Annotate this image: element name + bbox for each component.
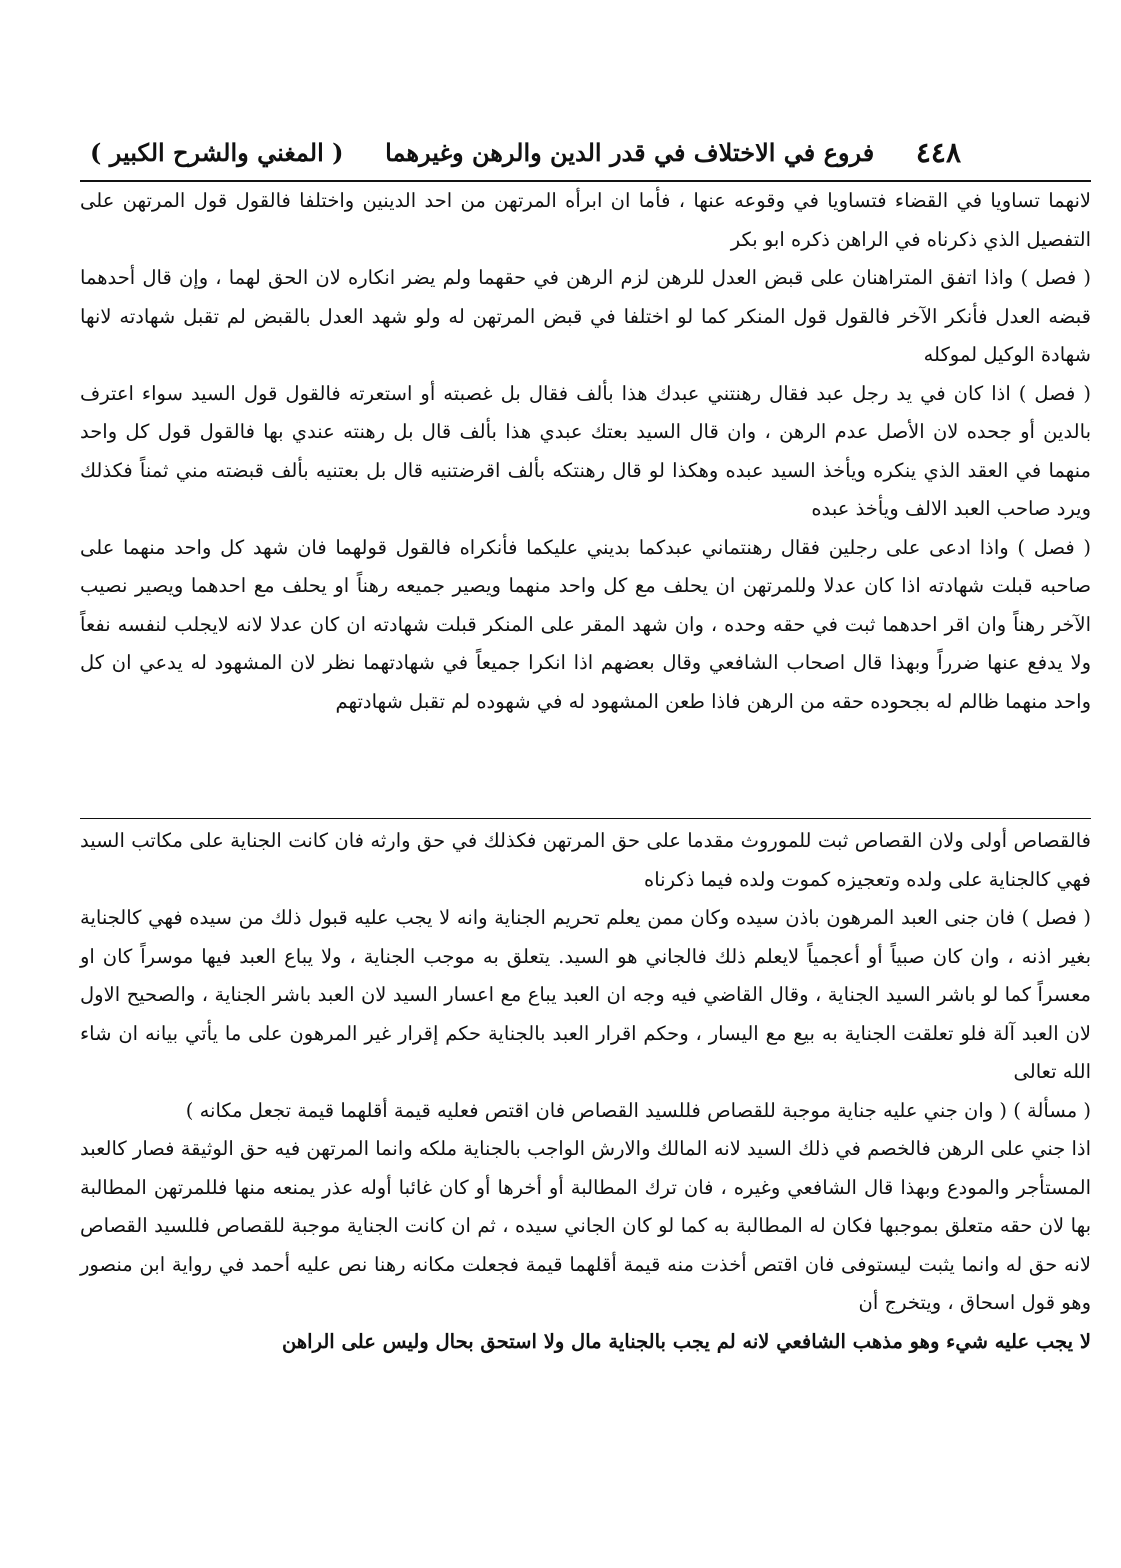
page-header — [80, 130, 1091, 174]
paragraph: لا يجب عليه شيء وهو مذهب الشافعي لانه لم يجب بالجناية مال ولا استحق بحال وليس على الراهن — [282, 1329, 1091, 1353]
upper-text-block — [80, 182, 1091, 721]
paragraph: ( فصل ) اذا كان في يد رجل عبد فقال رهنتني عبدك هذا بألف فقال بل غصبته أو استعرته فالقول قول السيد سواء اعترف بالدين أو جحده لان الأصل عدم الرهن ، وان قال السيد بعتك عبدي هذا بألف قال بل رهنته عندي بها فالقول قول كل واحد منهما في العقد الذي ينكره ويأخذ السيد عبده وهكذا لو قال رهنتكه بألف اقرضتنيه قال بل بعتنيه بألف قبضته مني ثمناً فكذلك ويرد صاحب العبد الالف ويأخذ عبده — [80, 381, 1091, 520]
paragraph: اذا جني على الرهن فالخصم في ذلك السيد لانه المالك والارش الواجب بالجناية ملكه وانما المرتهن فيه حق الوثيقة فصار كالعبد المستأجر والمودع وبهذا قال الشافعي وغيره ، فان ترك المطالبة أو أخرها أو كان غائبا أوله عذر يمنعه منها فللمرتهن المطالبة بها لان حقه متعلق بموجبها فكان له المطالبة به كما لو كان الجاني سيده ، ثم ان كانت الجناية موجبة للقصاص فللسيد القصاص لانه حق له وانما يثبت ليستوفى فان اقتص أخذت منه قيمة أقلهما قيمة فجعلت مكانه رهنا نص عليه أحمد في رواية ابن منصور وهو قول اسحاق ، ويتخرج أن — [80, 1137, 1091, 1314]
book-title: ( المغني والشرح الكبير ) — [90, 137, 344, 167]
paragraph: لانهما تساويا في القضاء فتساويا في وقوعه عنها ، فأما ان ابرأه المرتهن من احد الدينين واختلفا فالقول قول المرتهن على التفصيل الذي ذكرناه في الراهن ذكره ابو بكر — [80, 189, 1091, 251]
running-title: فروع في الاختلاف في قدر الدين والرهن وغيرهما — [385, 137, 875, 167]
paragraph: ( فصل ) واذا ادعى على رجلين فقال رهنتماني عبدكما بديني عليكما فأنكراه فالقول قولهما فان شهد كل واحد منهما على صاحبه قبلت شهادته اذا كان عدلا وللمرتهن ان يحلف مع كل واحد منهما ويصير جميعه رهناً او يحلف مع احدهما ويصير نصيب الآخر رهناً وان اقر احدهما ثبت في حقه وحده ، وان شهد المقر على المنكر قبلت شهادته ان كان عدلا لانه لايجلب لنفسه نفعاً ولا يدفع عنها ضرراً وبهذا قال اصحاب الشافعي وقال بعضهم اذا انكرا جميعاً في شهادتهما نظر لان المشهود له يدعي ان كل واحد منهما ظالم له بجحوده حقه من الرهن فاذا طعن المشهود له في شهوده لم تقبل شهادتهم — [80, 535, 1091, 713]
paragraph: فالقصاص أولى ولان القصاص ثبت للموروث مقدما على حق المرتهن فكذلك في حق وارثه فان كانت الجناية على مكاتب السيد فهي كالجناية على ولده وتعجيزه كموت ولده فيما ذكرناه — [80, 829, 1091, 891]
paragraph: ( فصل ) واذا اتفق المتراهنان على قبض العدل للرهن لزم الرهن في حقهما ولم يضر انكاره لان الحق لهما ، وإن قال أحدهما قبضه العدل فأنكر الآخر فالقول قول المنكر كما لو اختلفا في قبض المرتهن له ولو شهد العدل بالقبض لم تقبل شهادته لانها شهادة الوكيل لموكله — [80, 266, 1091, 366]
paragraph: ( مسألة ) ( وان جني عليه جناية موجبة للقصاص فللسيد القصاص فان اقتص فعليه قيمة أقلهما قيمة تجعل مكانه ) — [185, 1098, 1091, 1122]
lower-text-block — [80, 822, 1091, 1361]
paragraph: ( فصل ) فان جنى العبد المرهون باذن سيده وكان ممن يعلم تحريم الجناية وانه لا يجب عليه قبول ذلك من سيده فهي كالجناية بغير اذنه ، وان كان صبياً أو أعجمياً لايعلم ذلك فالجاني هو السيد. يتعلق به موجب الجناية ، ولا يباع العبد فيها موسراً كان او معسراً كما لو باشر السيد الجناية ، وقال القاضي فيه وجه ان العبد يباع مع اعسار السيد لان العبد باشر الجناية ، والصحيح الاول لان العبد آلة فلو تعلقت الجناية به بيع مع اليسار ، وحكم اقرار العبد بالجناية حكم إقرار غير المرهون على ما يأتي بيانه ان شاء الله تعالى — [80, 906, 1091, 1083]
page-number: ٤٤٨ — [915, 135, 961, 169]
book-page — [80, 120, 1091, 1500]
section-divider — [80, 818, 1091, 819]
